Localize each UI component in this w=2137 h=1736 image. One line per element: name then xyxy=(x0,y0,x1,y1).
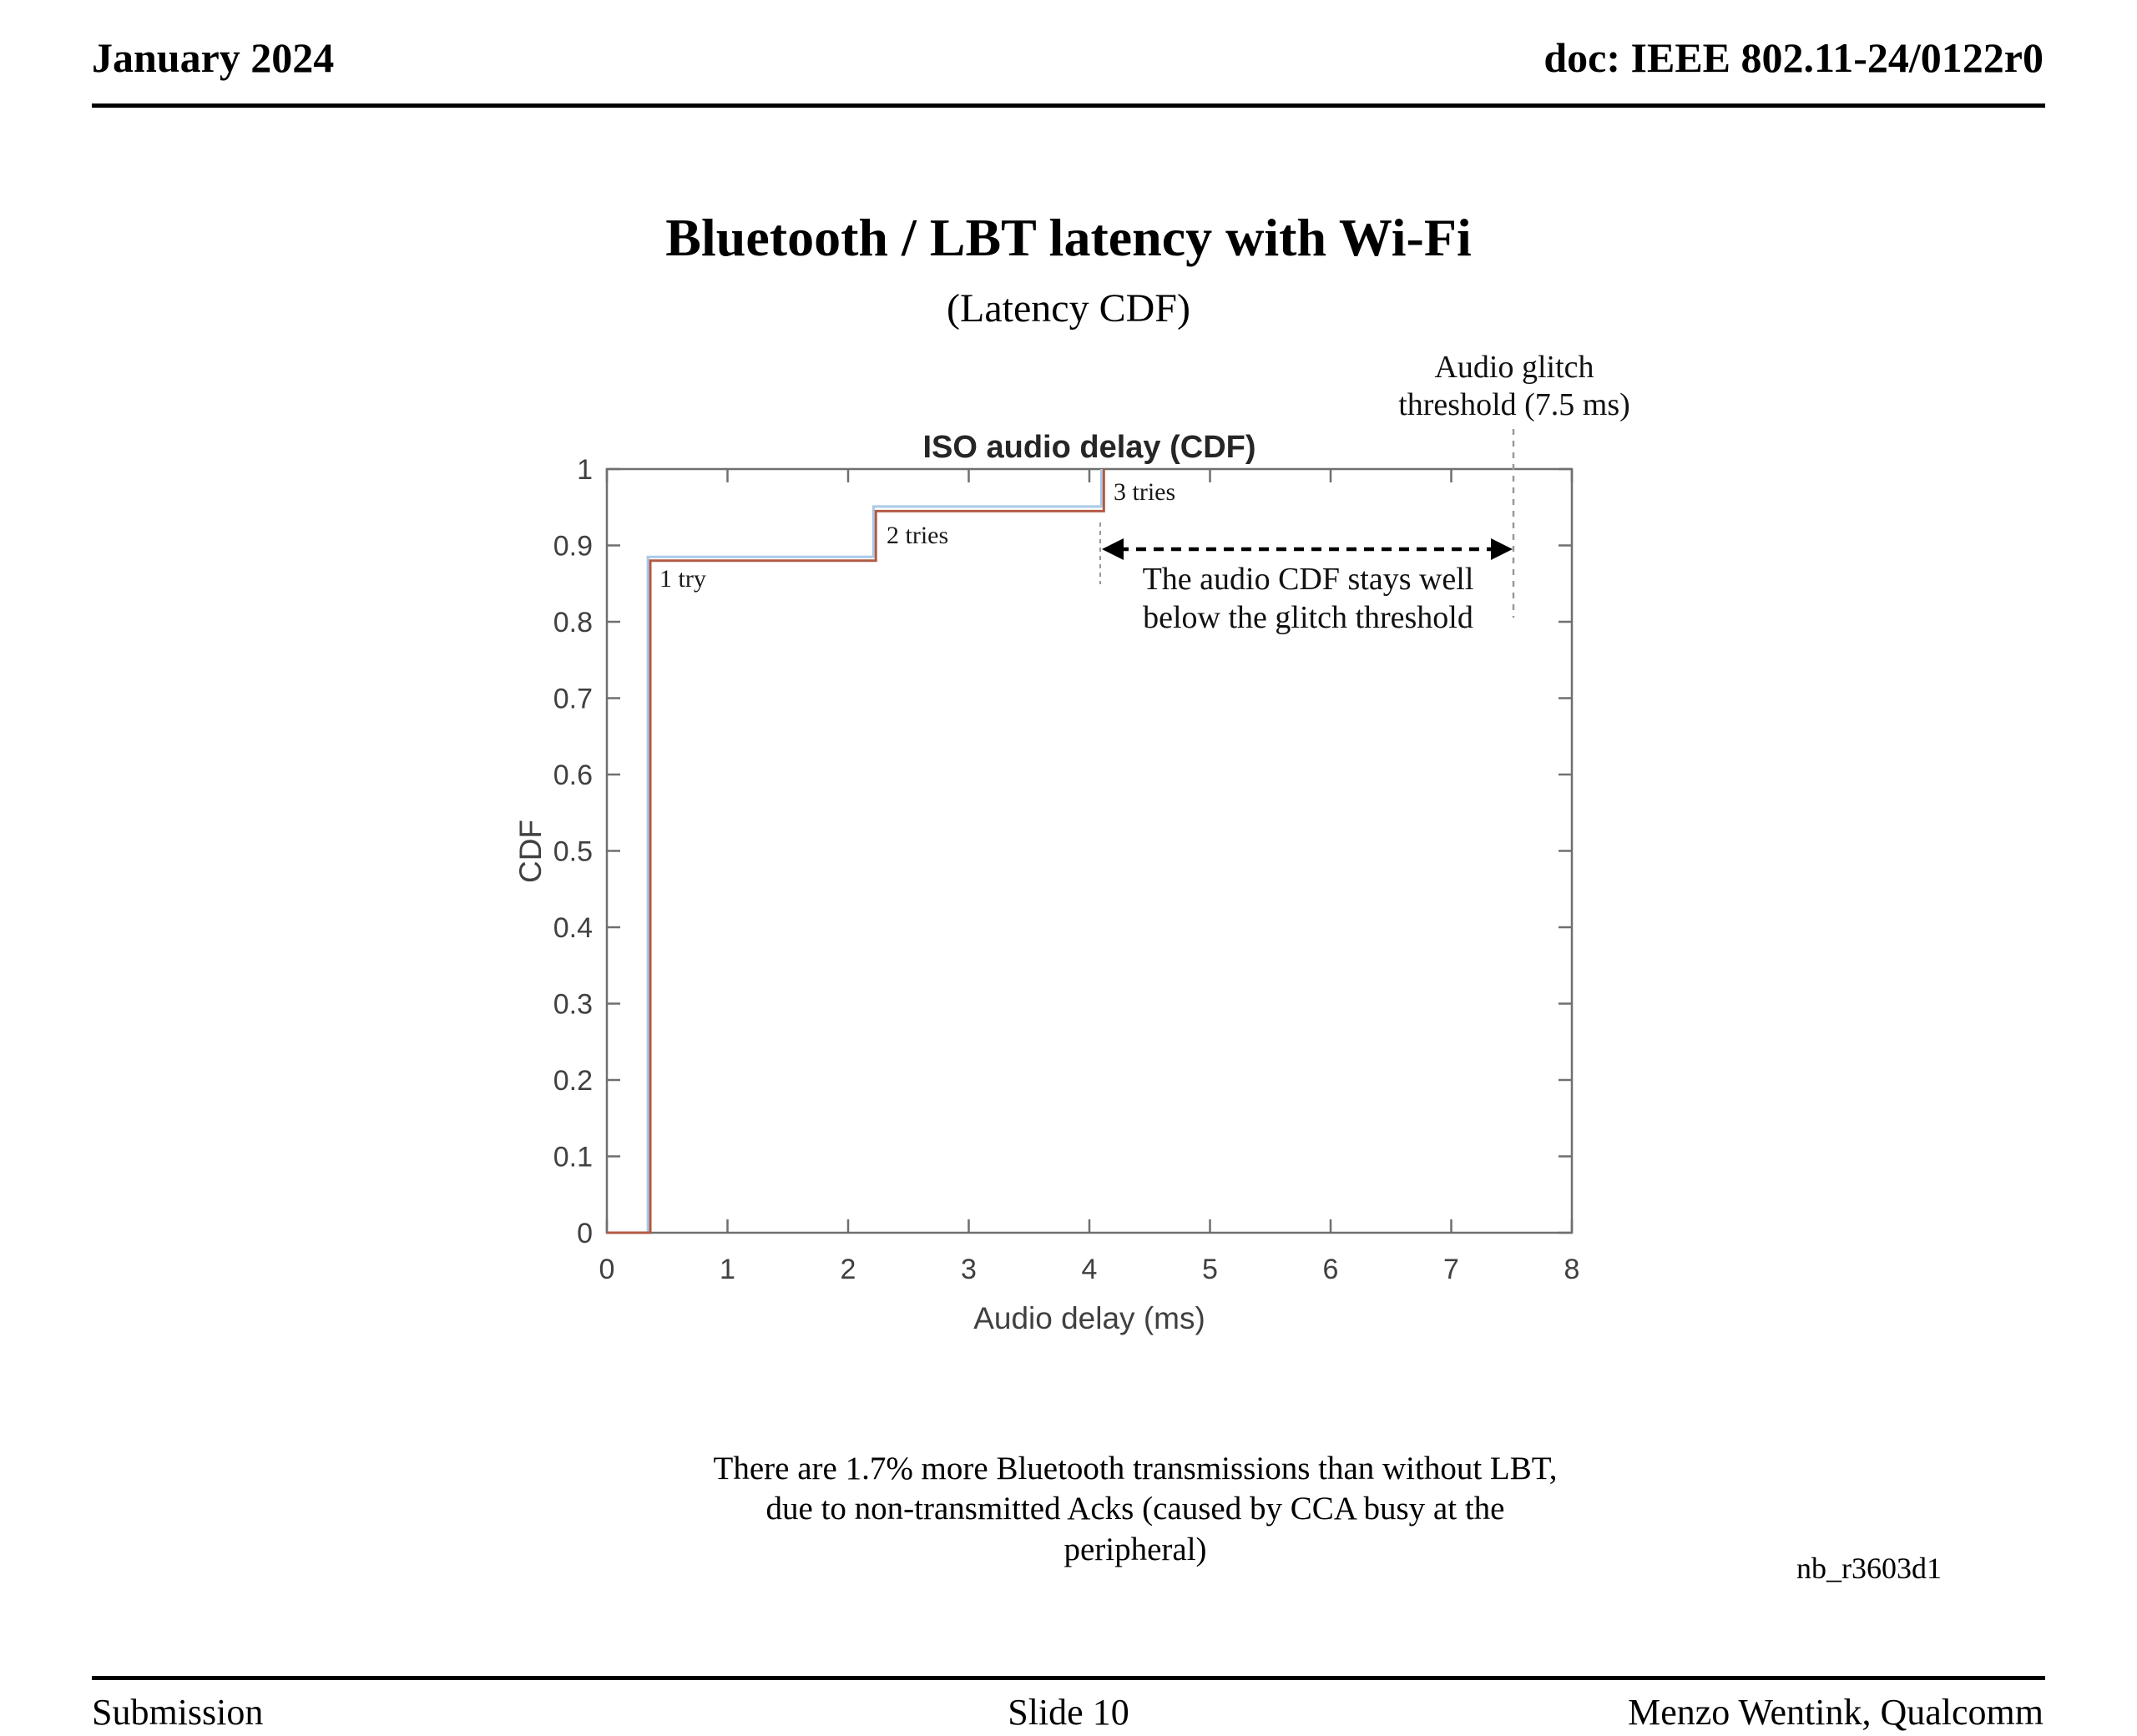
header-doc-number: doc: IEEE 802.11-24/0122r0 xyxy=(1543,34,2044,81)
slide-title: Bluetooth / LBT latency with Wi-Fi xyxy=(665,208,1472,267)
x-tick-labels xyxy=(599,1254,1580,1285)
y-tick-label: 0.1 xyxy=(553,1141,593,1173)
x-tick-label: 8 xyxy=(1564,1254,1580,1285)
footer-rule xyxy=(92,1676,2045,1680)
note-line: due to non-transmitted Acks (caused by CCA busy at the xyxy=(765,1491,1505,1527)
y-tick-label: 0.3 xyxy=(553,988,593,1021)
chart-title: ISO audio delay (CDF) xyxy=(922,430,1256,465)
annotation-line2: below the glitch threshold xyxy=(1143,600,1473,635)
note-line: There are 1.7% more Bluetooth transmissions than without LBT, xyxy=(713,1451,1558,1486)
x-axis-label: Audio delay (ms) xyxy=(973,1301,1205,1335)
x-tick-label: 7 xyxy=(1443,1254,1459,1285)
footer-submission: Submission xyxy=(92,1692,264,1733)
note-line: peripheral) xyxy=(1063,1531,1207,1567)
footer-slide-number: Slide 10 xyxy=(1008,1692,1129,1733)
annotation-line1: The audio CDF stays well xyxy=(1142,562,1474,597)
latency-cdf-chart xyxy=(467,326,1720,1360)
x-tick-label: 5 xyxy=(1202,1254,1218,1285)
y-axis-label: CDF xyxy=(513,819,548,884)
slide-subtitle: (Latency CDF) xyxy=(947,286,1190,331)
x-tick-label: 1 xyxy=(720,1254,735,1285)
header-rule xyxy=(92,103,2045,108)
span-arrow-left-head xyxy=(1102,538,1124,560)
y-tick-label: 0.5 xyxy=(553,835,593,868)
y-tick-label: 1 xyxy=(577,454,593,486)
x-tick-label: 3 xyxy=(961,1254,977,1285)
header-date: January 2024 xyxy=(92,34,335,81)
y-tick-label: 0 xyxy=(577,1218,593,1249)
y-tick-label: 0.7 xyxy=(553,683,593,715)
step-label-1-try: 1 try xyxy=(659,565,706,593)
span-arrow-right-head xyxy=(1491,538,1513,560)
x-tick-label: 6 xyxy=(1322,1254,1339,1285)
threshold-label-line1: Audio glitch xyxy=(1434,350,1594,385)
note-text xyxy=(634,1449,1636,1570)
y-tick-labels xyxy=(553,454,593,1249)
y-tick-label: 0.6 xyxy=(553,760,593,791)
y-tick-label: 0.4 xyxy=(553,912,593,944)
threshold-label-line2: threshold (7.5 ms) xyxy=(1398,387,1630,422)
x-tick-label: 2 xyxy=(840,1254,856,1285)
y-tick-label: 0.9 xyxy=(553,530,593,563)
step-label-3-tries: 3 tries xyxy=(1114,478,1176,506)
figure-id-watermark: nb_r3603d1 xyxy=(1796,1552,1942,1585)
y-tick-label: 0.8 xyxy=(553,607,593,638)
y-tick-label: 0.2 xyxy=(553,1065,593,1097)
footer-author: Menzo Wentink, Qualcomm xyxy=(1628,1692,2044,1733)
step-label-2-tries: 2 tries xyxy=(887,522,949,549)
x-tick-label: 4 xyxy=(1081,1254,1098,1285)
x-tick-label: 0 xyxy=(599,1254,615,1285)
